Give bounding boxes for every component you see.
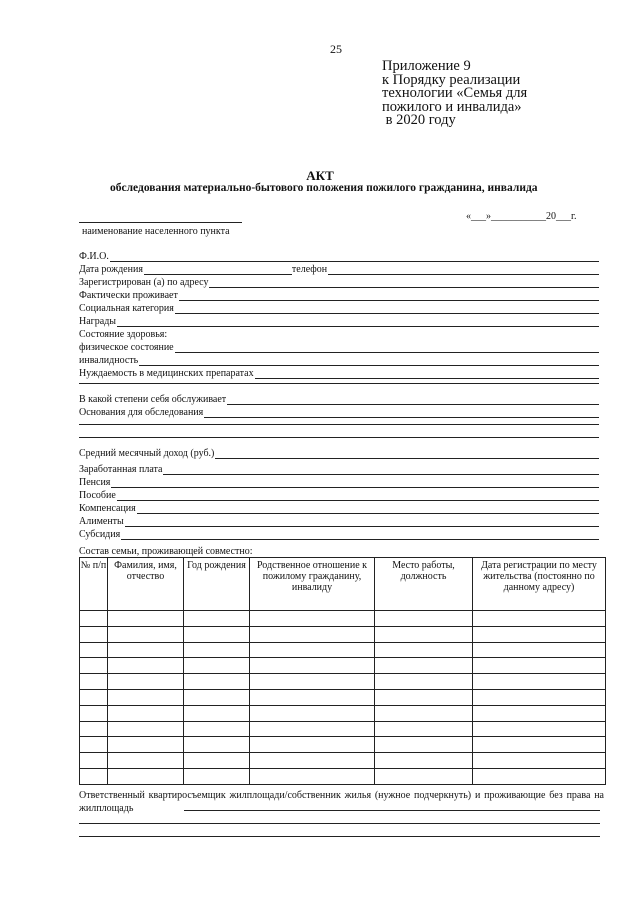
salary-label: Заработанная плата: [79, 464, 163, 475]
table-cell[interactable]: [80, 626, 108, 642]
table-cell[interactable]: [184, 721, 250, 737]
table-row: [80, 705, 606, 721]
table-cell[interactable]: [250, 658, 375, 674]
table-cell[interactable]: [250, 705, 375, 721]
lives-label: Фактически проживает: [79, 290, 178, 301]
locality-caption: наименование населенного пункта: [82, 226, 230, 237]
table-cell[interactable]: [80, 705, 108, 721]
table-cell[interactable]: [473, 705, 606, 721]
table-row: [80, 674, 606, 690]
appendix-line: пожилого и инвалида»: [382, 98, 522, 115]
table-cell[interactable]: [250, 753, 375, 769]
fio-line[interactable]: [110, 251, 599, 262]
table-cell[interactable]: [184, 642, 250, 658]
health-label: Состояние здоровья:: [79, 329, 168, 340]
col-header-name: Фамилия, имя, отчество: [108, 558, 184, 611]
table-cell[interactable]: [250, 721, 375, 737]
table-cell[interactable]: [375, 689, 473, 705]
pension-label: Пенсия: [79, 477, 111, 488]
table-cell[interactable]: [375, 753, 473, 769]
health-row: [79, 327, 599, 340]
page-number: 25: [330, 42, 342, 56]
table-cell[interactable]: [250, 626, 375, 642]
compensation-label: Компенсация: [79, 503, 136, 514]
table-cell[interactable]: [184, 658, 250, 674]
table-cell[interactable]: [80, 674, 108, 690]
date-field[interactable]: «___»___________20___г.: [466, 211, 577, 222]
salary-row[interactable]: [79, 462, 599, 475]
table-cell[interactable]: [184, 768, 250, 784]
table-cell[interactable]: [375, 705, 473, 721]
table-cell[interactable]: [375, 737, 473, 753]
registered-row[interactable]: [79, 275, 599, 288]
col-header-number: № п/п: [80, 558, 108, 611]
lives-row[interactable]: [79, 288, 599, 301]
social-category-label: Социальная категория: [79, 303, 174, 314]
disability-label: инвалидность: [79, 355, 139, 366]
table-cell[interactable]: [80, 721, 108, 737]
social-category-line[interactable]: [175, 303, 599, 314]
table-header-row: [80, 558, 606, 611]
footer-extra-line[interactable]: [79, 836, 600, 837]
table-cell[interactable]: [108, 768, 184, 784]
table-cell[interactable]: [108, 611, 184, 627]
table-cell[interactable]: [80, 642, 108, 658]
allowance-label: Пособие: [79, 490, 116, 501]
table-row: [80, 737, 606, 753]
grounds-extra-line[interactable]: [79, 424, 599, 425]
table-row: [80, 626, 606, 642]
medicines-label: Нуждаемость в медицинских препаратах: [79, 368, 254, 379]
table-cell[interactable]: [108, 674, 184, 690]
table-cell[interactable]: [80, 768, 108, 784]
grounds-extra-line[interactable]: [79, 437, 599, 438]
medicines-row[interactable]: [79, 366, 599, 379]
alimony-row[interactable]: [79, 514, 599, 527]
social-category-row[interactable]: [79, 301, 599, 314]
lives-line[interactable]: [179, 290, 599, 301]
table-row: [80, 642, 606, 658]
appendix-line: в 2020 году: [382, 112, 456, 128]
grounds-row[interactable]: [79, 405, 599, 418]
table-cell[interactable]: [108, 626, 184, 642]
table-cell[interactable]: [80, 658, 108, 674]
table-cell[interactable]: [184, 705, 250, 721]
footer-label: Ответственный квартиросъемщик жилплощади/собственник жилья (нужное подчеркнуть) и проживающие без права на жилплощадь: [79, 790, 604, 814]
registered-label: Зарегистрирован (а) по адресу: [79, 277, 209, 288]
pension-row[interactable]: [79, 475, 599, 488]
birth-date-line[interactable]: [144, 264, 292, 275]
table-cell[interactable]: [108, 642, 184, 658]
table-cell[interactable]: [108, 689, 184, 705]
table-cell[interactable]: [375, 611, 473, 627]
col-header-relation: Родственное отношение к пожилому гражданину, инвалиду: [250, 558, 375, 611]
family-table: [79, 557, 606, 785]
physical-row[interactable]: [79, 340, 599, 353]
table-cell[interactable]: [250, 689, 375, 705]
table-cell[interactable]: [375, 721, 473, 737]
table-cell[interactable]: [473, 658, 606, 674]
phone-line[interactable]: [328, 264, 599, 275]
grounds-line[interactable]: [204, 407, 599, 418]
table-cell[interactable]: [250, 611, 375, 627]
table-cell[interactable]: [184, 753, 250, 769]
self-care-label: В какой степени себя обслуживает: [79, 394, 227, 405]
appendix-line: технологии «Семья для: [382, 85, 528, 101]
table-cell[interactable]: [473, 689, 606, 705]
table-cell[interactable]: [250, 768, 375, 784]
table-row: [80, 658, 606, 674]
birth-phone-row[interactable]: [79, 262, 599, 275]
income-label: Средний месячный доход (руб.): [79, 448, 215, 459]
appendix-line: к Порядку реализации: [382, 71, 521, 88]
subsidy-label: Субсидия: [79, 529, 121, 540]
table-cell[interactable]: [108, 705, 184, 721]
table-cell[interactable]: [473, 721, 606, 737]
table-cell[interactable]: [184, 674, 250, 690]
alimony-label: Алименты: [79, 516, 124, 527]
table-cell[interactable]: [375, 768, 473, 784]
document-subtitle: обследования материально-бытового положения пожилого гражданина, инвалида: [110, 182, 538, 194]
family-table-body: [80, 611, 606, 785]
table-cell[interactable]: [473, 768, 606, 784]
col-header-workplace: Место работы, должность: [375, 558, 473, 611]
table-cell[interactable]: [80, 689, 108, 705]
table-row: [80, 768, 606, 784]
physical-label: физическое состояние: [79, 342, 174, 353]
compensation-line[interactable]: [137, 503, 599, 514]
table-cell[interactable]: [250, 737, 375, 753]
pension-line[interactable]: [111, 477, 599, 488]
table-cell[interactable]: [108, 658, 184, 674]
table-cell[interactable]: [375, 658, 473, 674]
table-cell[interactable]: [473, 737, 606, 753]
table-cell[interactable]: [184, 626, 250, 642]
alimony-line[interactable]: [125, 516, 599, 527]
disability-row[interactable]: [79, 353, 599, 366]
income-line[interactable]: [215, 448, 599, 459]
table-cell[interactable]: [375, 642, 473, 658]
document-title: АКТ: [306, 168, 334, 183]
col-header-birth-year: Год рождения: [184, 558, 250, 611]
subsidy-row[interactable]: [79, 527, 599, 540]
table-cell[interactable]: [184, 689, 250, 705]
table-cell[interactable]: [375, 626, 473, 642]
footer-extra-line[interactable]: [79, 823, 600, 824]
fio-row[interactable]: [79, 249, 599, 262]
table-cell[interactable]: [473, 753, 606, 769]
table-cell[interactable]: [473, 674, 606, 690]
fio-label: Ф.И.О.: [79, 251, 109, 262]
table-row: [80, 611, 606, 627]
table-cell[interactable]: [108, 737, 184, 753]
subsidy-line[interactable]: [121, 529, 599, 540]
awards-label: Награды: [79, 316, 117, 327]
table-row: [80, 689, 606, 705]
awards-row[interactable]: [79, 314, 599, 327]
birth-date-label: Дата рождения: [79, 264, 143, 275]
table-cell[interactable]: [473, 626, 606, 642]
compensation-row[interactable]: [79, 501, 599, 514]
table-cell[interactable]: [184, 737, 250, 753]
table-cell[interactable]: [108, 753, 184, 769]
table-cell[interactable]: [80, 737, 108, 753]
table-cell[interactable]: [184, 611, 250, 627]
grounds-label: Основания для обследования: [79, 407, 204, 418]
table-row: [80, 753, 606, 769]
table-cell[interactable]: [108, 721, 184, 737]
table-cell[interactable]: [473, 611, 606, 627]
family-caption: Состав семьи, проживающей совместно:: [79, 546, 253, 557]
disability-line[interactable]: [139, 355, 599, 366]
awards-line[interactable]: [117, 316, 599, 327]
medicines-extra-line[interactable]: [79, 383, 599, 384]
table-cell[interactable]: [250, 674, 375, 690]
col-header-registration: Дата регистрации по месту жительства (постоянно по данному адресу): [473, 558, 606, 611]
footer-line[interactable]: [184, 810, 600, 811]
phone-label: телефон: [291, 264, 328, 275]
registered-line[interactable]: [209, 277, 599, 288]
table-cell[interactable]: [80, 753, 108, 769]
physical-line[interactable]: [175, 342, 599, 353]
allowance-line[interactable]: [117, 490, 599, 501]
table-cell[interactable]: [250, 642, 375, 658]
appendix-line: Приложение 9: [382, 58, 471, 74]
table-row: [80, 721, 606, 737]
table-cell[interactable]: [375, 674, 473, 690]
self-care-line[interactable]: [227, 394, 599, 405]
table-cell[interactable]: [80, 611, 108, 627]
income-row[interactable]: [79, 446, 599, 459]
locality-line[interactable]: [79, 212, 242, 223]
appendix-header: [382, 60, 527, 128]
table-cell[interactable]: [473, 642, 606, 658]
footer-text: [79, 789, 604, 815]
self-care-row[interactable]: [79, 392, 599, 405]
allowance-row[interactable]: [79, 488, 599, 501]
salary-line[interactable]: [163, 464, 599, 475]
medicines-line[interactable]: [255, 368, 599, 379]
